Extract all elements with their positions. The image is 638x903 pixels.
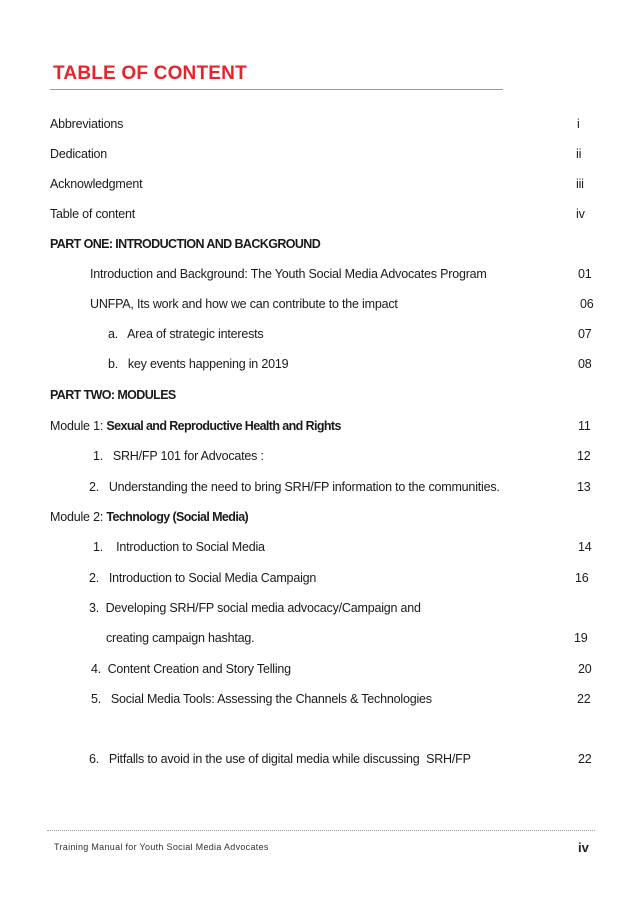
toc-section-label: PART TWO: MODULES bbox=[50, 388, 176, 402]
toc-entry-page: 14 bbox=[578, 540, 592, 554]
toc-entry-page: 08 bbox=[578, 357, 592, 371]
toc-entry-page: iii bbox=[576, 177, 584, 191]
toc-entry-page: ii bbox=[576, 147, 582, 161]
toc-entry-label: creating campaign hashtag. bbox=[106, 631, 255, 645]
page-title: TABLE OF CONTENT bbox=[53, 63, 247, 84]
toc-entry[interactable] bbox=[0, 662, 638, 680]
toc-entry[interactable] bbox=[0, 267, 638, 285]
module-title: Sexual and Reproductive Health and Rights bbox=[106, 419, 341, 433]
toc-entry-label: 1. Introduction to Social Media bbox=[93, 540, 265, 554]
footer-page-number: iv bbox=[578, 840, 589, 855]
title-underline bbox=[50, 89, 503, 90]
toc-entry[interactable] bbox=[0, 540, 638, 558]
toc-section-label: PART ONE: INTRODUCTION AND BACKGROUND bbox=[50, 237, 321, 251]
toc-entry-label: 2. Introduction to Social Media Campaign bbox=[89, 571, 317, 585]
toc-entry-page: 22 bbox=[577, 692, 591, 706]
toc-entry[interactable] bbox=[0, 449, 638, 467]
toc-entry[interactable] bbox=[0, 571, 638, 589]
module-prefix: Module 2: bbox=[50, 510, 107, 524]
toc-entry[interactable] bbox=[0, 177, 638, 195]
toc-entry-label: a. Area of strategic interests bbox=[108, 327, 264, 341]
toc-entry[interactable] bbox=[0, 147, 638, 165]
toc-entry-page: 01 bbox=[578, 267, 592, 281]
toc-entry[interactable] bbox=[0, 631, 638, 649]
toc-entry[interactable] bbox=[0, 510, 638, 528]
toc-entry-label: 6. Pitfalls to avoid in the use of digital media while discussing SRH/FP bbox=[89, 752, 471, 766]
toc-entry-label: 1. SRH/FP 101 for Advocates : bbox=[93, 449, 264, 463]
toc-entry[interactable] bbox=[0, 297, 638, 315]
toc-entry[interactable] bbox=[0, 601, 638, 619]
toc-entry[interactable] bbox=[0, 327, 638, 345]
toc-entry-page: 11 bbox=[578, 419, 591, 433]
toc-entry-label: 5. Social Media Tools: Assessing the Channels & Technologies bbox=[91, 692, 432, 706]
footer-title: Training Manual for Youth Social Media Advocates bbox=[54, 842, 269, 852]
toc-entry-page: 19 bbox=[574, 631, 588, 645]
module-prefix: Module 1: bbox=[50, 419, 107, 433]
toc-entry-page: 06 bbox=[580, 297, 594, 311]
toc-entry-page: 22 bbox=[578, 752, 592, 766]
toc-entry-page: 13 bbox=[577, 480, 591, 494]
toc-entry-label: b. key events happening in 2019 bbox=[108, 357, 289, 371]
toc-entry[interactable] bbox=[0, 419, 638, 437]
toc-entry-label: 3. Developing SRH/FP social media advocacy/Campaign and bbox=[89, 601, 421, 615]
toc-entry-label: Dedication bbox=[50, 147, 108, 161]
toc-entry-page: iv bbox=[576, 207, 585, 221]
toc-entry[interactable] bbox=[0, 480, 638, 498]
toc-entry-page: 16 bbox=[575, 571, 589, 585]
toc-entry-label: UNFPA, Its work and how we can contribute to the impact bbox=[90, 297, 398, 311]
toc-entry-label bbox=[50, 510, 248, 524]
footer-divider bbox=[47, 830, 595, 831]
toc-entry-page: i bbox=[577, 117, 580, 131]
toc-entry[interactable] bbox=[0, 117, 638, 135]
toc-section-heading[interactable] bbox=[0, 237, 638, 255]
toc-entry-page: 20 bbox=[578, 662, 592, 676]
toc-entry-label: Abbreviations bbox=[50, 117, 124, 131]
toc-entry-label: 2. Understanding the need to bring SRH/FP information to the communities. bbox=[89, 480, 500, 494]
toc-entry[interactable] bbox=[0, 752, 638, 770]
toc-entry-label: 4. Content Creation and Story Telling bbox=[91, 662, 291, 676]
toc-entry-label: Introduction and Background: The Youth Social Media Advocates Program bbox=[90, 267, 487, 281]
toc-entry-label: Acknowledgment bbox=[50, 177, 143, 191]
toc-entry-label: Table of content bbox=[50, 207, 136, 221]
toc-entry[interactable] bbox=[0, 357, 638, 375]
toc-entry-page: 07 bbox=[578, 327, 592, 341]
toc-entry-label bbox=[50, 419, 341, 433]
toc-section-heading[interactable] bbox=[0, 388, 638, 406]
toc-entry[interactable] bbox=[0, 692, 638, 710]
toc-entry[interactable] bbox=[0, 207, 638, 225]
toc-entry-page: 12 bbox=[577, 449, 591, 463]
module-title: Technology (Social Media) bbox=[106, 510, 249, 524]
